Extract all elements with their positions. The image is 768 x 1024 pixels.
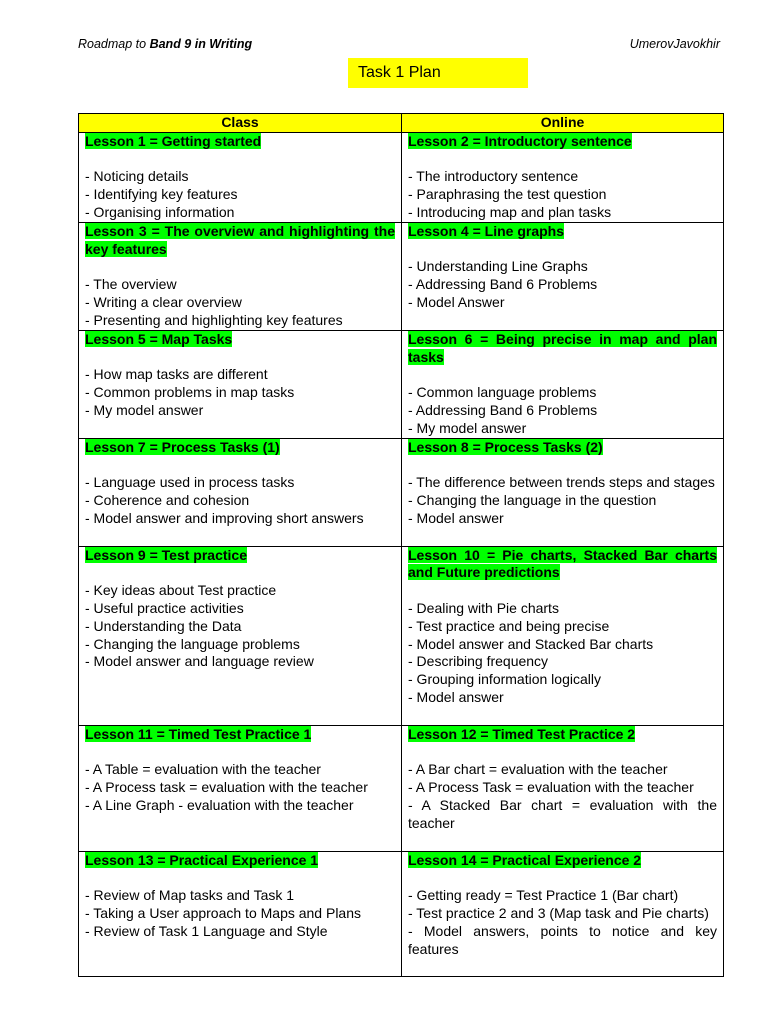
lesson-topic: - Noticing details	[85, 168, 189, 185]
lesson-topic: - A Stacked Bar chart = evaluation with the teacher	[408, 796, 717, 831]
lesson-topic: - How map tasks are different	[85, 366, 268, 383]
lesson-title-wrap	[408, 331, 717, 367]
lesson-topic: - A Bar chart = evaluation with the teacher	[408, 761, 668, 778]
lesson-topic: - Review of Map tasks and Task 1	[85, 887, 295, 904]
lesson-topics-list	[408, 761, 717, 832]
lesson-topic: - Key ideas about Test practice	[85, 582, 277, 599]
table-row	[79, 132, 724, 222]
lesson-topic: - Describing frequency	[408, 653, 549, 670]
header-prefix: Roadmap to	[78, 37, 150, 51]
lesson-topics-list	[408, 384, 717, 437]
lesson-topic: - Presenting and highlighting key features	[85, 311, 343, 328]
class-lesson-cell	[79, 725, 402, 851]
class-lesson-cell	[79, 546, 402, 725]
lesson-topic: - My model answer	[85, 401, 204, 418]
lesson-topic: - Common problems in map tasks	[85, 384, 295, 401]
lesson-topic: - The difference between trends steps and stages	[408, 474, 715, 491]
lesson-topics-list	[85, 366, 395, 419]
lesson-title: Lesson 4 = Line graphs	[408, 222, 564, 239]
lesson-title-wrap	[85, 133, 395, 151]
lesson-topic: - Model answer and Stacked Bar charts	[408, 635, 654, 652]
lesson-title-wrap	[85, 439, 395, 457]
lesson-topics-list	[85, 168, 395, 221]
lesson-title: Lesson 8 = Process Tasks (2)	[408, 438, 603, 455]
lesson-topic: - Organising information	[85, 203, 235, 220]
lesson-topic: - Understanding Line Graphs	[408, 258, 588, 275]
lesson-topics-list	[85, 582, 395, 671]
lesson-topic: - Useful practice activities	[85, 599, 244, 616]
table-row	[79, 725, 724, 851]
online-lesson-cell	[402, 330, 724, 438]
lesson-title: Lesson 5 = Map Tasks	[85, 330, 233, 347]
lesson-title-wrap	[408, 852, 717, 870]
lesson-topic: - Identifying key features	[85, 186, 238, 203]
lesson-title-wrap	[85, 852, 395, 870]
column-header-class: Class	[79, 114, 402, 133]
lesson-title: Lesson 13 = Practical Experience 1	[85, 851, 319, 868]
lesson-topic: - Review of Task 1 Language and Style	[85, 922, 328, 939]
lesson-topic: - A Table = evaluation with the teacher	[85, 761, 321, 778]
class-lesson-cell	[79, 222, 402, 330]
lesson-topic: - Addressing Band 6 Problems	[408, 401, 598, 418]
lesson-topic: - Writing a clear overview	[85, 293, 242, 310]
lesson-title-wrap	[85, 547, 395, 565]
online-lesson-cell	[402, 222, 724, 330]
lesson-title-wrap	[85, 331, 395, 349]
table-row	[79, 222, 724, 330]
lesson-title: Lesson 10 = Pie charts, Stacked Bar charts and Future predictions	[408, 546, 717, 581]
lesson-title: Lesson 7 = Process Tasks (1)	[85, 438, 280, 455]
header-bold-title: Band 9 in Writing	[149, 37, 253, 51]
online-lesson-cell	[402, 132, 724, 222]
lesson-topics-list	[408, 600, 717, 707]
lesson-topic: - The introductory sentence	[408, 168, 579, 185]
table-header-row	[79, 114, 724, 133]
online-lesson-cell	[402, 725, 724, 851]
lesson-topic: - Understanding the Data	[85, 617, 242, 634]
lesson-topic: - Getting ready = Test Practice 1 (Bar chart)	[408, 887, 679, 904]
table-body	[79, 132, 724, 976]
lesson-title-wrap	[85, 726, 395, 744]
lesson-topic: - Changing the language in the question	[408, 491, 657, 508]
lesson-title: Lesson 12 = Timed Test Practice 2	[408, 725, 636, 742]
lesson-topic: - Language used in process tasks	[85, 474, 295, 491]
lesson-topic: - Introducing map and plan tasks	[408, 203, 612, 220]
lesson-title: Lesson 9 = Test practice	[85, 546, 247, 563]
lesson-topic: - Paraphrasing the test question	[408, 186, 607, 203]
lesson-title: Lesson 6 = Being precise in map and plan tasks	[408, 330, 717, 365]
lesson-title: Lesson 3 = The overview and highlighting the key features	[85, 222, 395, 257]
lesson-title-wrap	[408, 439, 717, 457]
plan-title: Task 1 Plan	[348, 58, 528, 88]
lesson-topic: - Model answer	[408, 509, 504, 526]
lesson-topic: - Grouping information logically	[408, 671, 601, 688]
lesson-topic: - Model answers, points to notice and key features	[408, 922, 717, 957]
lesson-topic: - Model answer and language review	[85, 653, 314, 670]
lesson-title: Lesson 2 = Introductory sentence	[408, 132, 632, 149]
lesson-title-wrap	[85, 223, 395, 259]
lesson-topic: - Addressing Band 6 Problems	[408, 276, 598, 293]
lesson-topic: - Model answer and improving short answers	[85, 509, 364, 526]
lesson-topic: - My model answer	[408, 419, 527, 436]
lesson-topic: - Common language problems	[408, 384, 597, 401]
lesson-topic: - Coherence and cohesion	[85, 491, 250, 508]
lesson-title-wrap	[408, 547, 717, 583]
lesson-topic: - Model answer	[408, 688, 504, 705]
table-row	[79, 330, 724, 438]
lesson-title: Lesson 1 = Getting started	[85, 132, 262, 149]
lesson-topics-list	[85, 761, 395, 814]
lesson-topic: - Changing the language problems	[85, 635, 300, 652]
table-row	[79, 851, 724, 976]
online-lesson-cell	[402, 546, 724, 725]
lesson-topics-list	[85, 474, 395, 527]
lesson-topic: - Model Answer	[408, 293, 505, 310]
lesson-title-wrap	[408, 726, 717, 744]
lesson-topic: - Dealing with Pie charts	[408, 599, 559, 616]
class-lesson-cell	[79, 851, 402, 976]
lesson-topics-list	[85, 887, 395, 940]
lesson-title-wrap	[408, 133, 717, 151]
table-row	[79, 546, 724, 725]
table-row	[79, 438, 724, 546]
class-lesson-cell	[79, 330, 402, 438]
online-lesson-cell	[402, 851, 724, 976]
column-header-online: Online	[402, 114, 724, 133]
lesson-topics-list	[85, 276, 395, 329]
lesson-topic: - Test practice 2 and 3 (Map task and Pie charts)	[408, 904, 709, 921]
lesson-topics-list	[408, 474, 717, 527]
class-lesson-cell	[79, 438, 402, 546]
online-lesson-cell	[402, 438, 724, 546]
lesson-title: Lesson 11 = Timed Test Practice 1	[85, 725, 312, 742]
class-lesson-cell	[79, 132, 402, 222]
lesson-topic: - A Process Task = evaluation with the teacher	[408, 778, 694, 795]
lesson-topic: - Taking a User approach to Maps and Plans	[85, 904, 362, 921]
lesson-topic: - Test practice and being precise	[408, 617, 610, 634]
lesson-topic: - A Line Graph - evaluation with the teacher	[85, 796, 354, 813]
lesson-plan-table	[78, 113, 724, 977]
lesson-title-wrap	[408, 223, 717, 241]
lesson-topics-list	[408, 168, 717, 221]
lesson-topic: - A Process task = evaluation with the teacher	[85, 778, 368, 795]
document-header-left	[78, 37, 252, 51]
lesson-topics-list	[408, 258, 717, 311]
lesson-topics-list	[408, 887, 717, 958]
document-header-author: UmerovJavokhir	[629, 37, 720, 51]
lesson-topic: - The overview	[85, 276, 177, 293]
lesson-title: Lesson 14 = Practical Experience 2	[408, 851, 642, 868]
